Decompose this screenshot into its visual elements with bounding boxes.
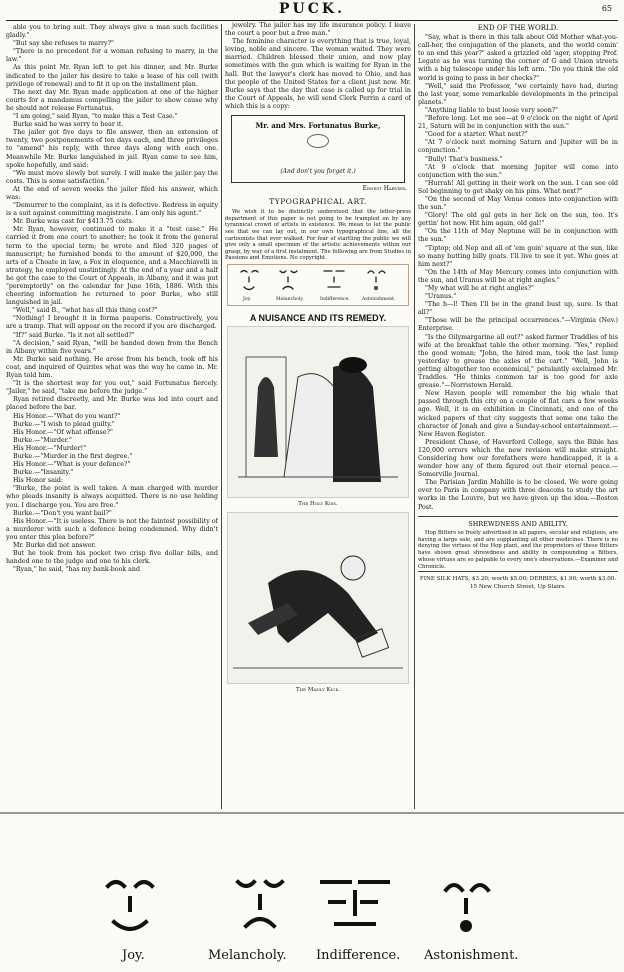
column-rule	[414, 24, 415, 809]
col1-paragraph: "A decision," said Ryan, "will be handed down from the Bench in Albany within five years."	[6, 339, 218, 355]
col3-paragraph: "Bully! That's business."	[425, 155, 503, 163]
col3-paragraph: "Before long. Let me see—at 9 o'clock on the night of April 21, Saturn will be in conjunction with the sun."	[418, 115, 618, 131]
column-2	[225, 22, 411, 812]
col1-paragraph: "But say she refuses to marry?"	[13, 40, 114, 48]
col1-paragraph: "Well," said B., "what has all this thing cost?"	[13, 307, 158, 315]
col1-paragraph: "There is no precedent for a woman refusing to marry, in the law."	[6, 48, 218, 64]
col3-paragraph: "Glory! The old gal gets in her lick on the sun, too. It's gettin' hot now. Hit him again, old gal!"	[418, 212, 618, 228]
column-3	[418, 24, 618, 814]
col1-paragraph: His Honor.—"What is your defence?"	[13, 461, 131, 469]
column-1	[6, 24, 218, 814]
col3-paragraph: "On the 11th of May Neptune will be in conjunction with the sun."	[418, 228, 618, 244]
col1-paragraph: His Honor.—"What do you want?"	[13, 412, 121, 420]
col1-paragraph: Burke.—"Don't you want bail?"	[13, 509, 112, 517]
calling-card	[231, 115, 405, 183]
col1-paragraph: As this point Mr. Ryan left to get his dinner, and Mr. Burke indicated to the jailer his desire to take a lease of his cell (with privilege of renewal) and to fit it up on the installment plan.	[6, 64, 218, 88]
col3-paragraph: "Those will be the principal occurrences."—Virginia (Nev.) Enterprise.	[418, 317, 618, 333]
enlarged-faces-figure	[60, 868, 520, 968]
face-label-melancholy: Melancholy.	[208, 948, 287, 963]
col1-paragraph: Burke.—"Insanity."	[13, 469, 74, 477]
col1-paragraph: "Ryan," he said, "has my bank-book and	[13, 566, 141, 574]
col3-paragraph: "At 9 o'clock that morning Jupiter will come into conjunction with the sun."	[418, 163, 618, 179]
small-face-label-astonishment: Astonishment.	[362, 296, 396, 302]
col1-paragraph: "It is the shortest way for you out," said Fortunatus fiercely. "Jailer," he said, "take me before the judge."	[6, 380, 218, 396]
small-faces-figure	[228, 265, 410, 305]
card-seal	[307, 134, 329, 148]
face-label-indifference: Indifference.	[316, 948, 401, 963]
column-rule	[221, 24, 222, 809]
col1-paragraph: His Honor.—"It is useless. There is not the faintest possibility of a murderer with such a defence being condemned. Why didn't you enter this plea before?"	[6, 517, 218, 541]
typographical-art-text: We wish it to be distinctly understood that the letter-press department of this paper is not going to be trampled on by any tyrannical crowd of artists in existence. We mean to let the public see that we can lay out, in our own typographical line, all the cartoonists that ever walked. For fear of startling the public we will give only a small specimen of the artistic achievements within our grasp, by way of a first instalment. The following are from Studies in Passions and Emotions. No copyright.	[225, 209, 411, 262]
col3-paragraph: "Good for a starter. What next?"	[425, 131, 528, 139]
hat-advertisement: FINE SILK HATS, $3.20; worth $5.00; DERBIES, $1.90; worth $3.00. 15 New Church Street, Up Stairs.	[419, 575, 617, 590]
col1-paragraph: Mr. Burke did not answer.	[13, 542, 96, 549]
col1-paragraph: Ryan retired discreetly, and Mr. Burke was led into court and placed before the bar.	[6, 396, 218, 412]
col1-paragraph: Burke said he was sorry to hear it.	[13, 121, 124, 129]
nuisance-heading: A NUISANCE AND ITS REMEDY.	[249, 312, 387, 323]
article-signature: Ernest Harvier.	[362, 185, 407, 193]
col1-paragraph: "If?" said Burke. "Is it not all settled?"	[13, 331, 135, 339]
page-title: PUCK.	[279, 1, 345, 17]
masthead	[6, 0, 618, 21]
col1-paragraph: His Honor.—"Murder!"	[13, 444, 87, 452]
col2_top-paragraph: jewelry. The jailer has my life insurance policy. I leave the court a poor but a free man."	[225, 22, 411, 38]
col3-paragraph: "Uranus."	[425, 293, 457, 301]
col3-paragraph: "Is the Oilymargarine all out?" asked farmer Traddles of his wife at the breakfast table the other morning. "Yes," replied the good woman; "John, the hired man, took the last lump yesterday to grease the axles of the cart." "Well, John is getting altogether too economical," petulantly exclaimed Mr. Traddles. "He thinks common tar is too good for axle grease."—Norristown Herald.	[418, 333, 618, 390]
col3-paragraph: New Haven people will remember the big whale that passed through this city on a couple of flat cars a few weeks ago. Well, it is on exhibition in Cincinnati, and one of the wicked papers of that city suggests that some one take the character of Jonah and give a Sunday-school entertainment.—New Haven Register.	[418, 390, 618, 438]
end-of-world-heading: END OF THE WORLD.	[477, 24, 559, 32]
col3-paragraph: "Say, what is there in this talk about Old Mother what-you-call-her, the conjugation of the planets, and the world comin' to an end this year?" asked a grizzled old 'ager, stopping Prof. Legate as he was turning the corner of G and Union streets with a big telescope under his left arm. "Do you think the old world is going to pass in her checks?"	[418, 34, 618, 82]
manly-kick-illustration	[227, 512, 409, 684]
col3-paragraph: "On the 14th of May Mercury comes into conjunction with the sun, and Uranus will be at right angles."	[418, 268, 618, 284]
card-name: Mr. and Mrs. Fortunatus Burke,	[255, 121, 381, 131]
col1-paragraph: The jailer got five days to file answer, then an extension of twenty, two postponements of ten days each, and three privileges to "amend" his reply, with three days along with each one. Meanwhile Mr. Burke languished in jail. Ryan came to see him, spoke hopefully, and said:	[6, 129, 218, 169]
small-face-label-indifference: Indifference.	[320, 296, 350, 302]
col3-paragraph: "Tiptop; old Nep and all of 'em goin' square at the sun, like so many butting billy goats. I'll live to see it yet. Who goes at him next?"	[418, 244, 618, 268]
col1-paragraph: "Demurrer to the complaint, as it is defective. Redress in equity is a suit against committing magistrate. I am only his agent."	[6, 202, 218, 218]
col1-paragraph: "Burke, the point is well taken. A man charged with murder who pleads insanity is always acquitted. There is no use holding you. I discharge you. You are free."	[6, 485, 218, 509]
col1-paragraph: But he took from his pocket two crisp five dollar bills, and handed one to the judge and one to his clerk.	[6, 550, 218, 566]
col3-paragraph: "Anything liable to bust loose very soon?"	[425, 106, 559, 114]
col1-paragraph: Mr. Burke was cast for $413.75 costs.	[13, 218, 134, 226]
col1-paragraph: Burke.—"I wish to plead guilty."	[13, 420, 115, 428]
small-face-label-joy: Joy.	[243, 296, 252, 302]
small-face-label-melancholy: Melancholy.	[276, 296, 304, 302]
col3-paragraph: "At 7 o'clock next morning Saturn and Jupiter will be in conjunction."	[418, 139, 618, 155]
col3-paragraph: "Well," said the Professor, "we certainly have had, during the last year, some remarkable developments in the principal planets."	[418, 82, 618, 106]
page-bottom-rule	[0, 812, 624, 814]
col1-paragraph: Mr. Burke said nothing. He arose from his bench, took off his coat, and inquired of Quirites what was the way he came in. Mr. Ryan told him.	[6, 355, 218, 380]
col1-paragraph: The next day Mr. Ryan made application at one of the higher courts for a mandamus compelling the jailer to show cause why he should not release Fortunatus.	[6, 88, 218, 112]
small-faces-box	[227, 264, 409, 306]
col1-paragraph: Burke.—"Murder."	[13, 436, 72, 444]
col1-paragraph: able you to bring suit. They always give a man such facilities gladly."	[6, 24, 218, 40]
col1-paragraph: "Nothing! I brought it in forma pauperis. Constructively, you are a tramp. That will appear on the record if you are discharged.	[6, 315, 218, 331]
newspaper-page	[6, 0, 618, 810]
col2_top-paragraph: The feminine character is everything that is true, loyal, loving, noble and sincere. The woman waited. They were married. Children blessed their union, and now play sometimes with the gun which is waiting for Ryan in the hall. But the lawyer's clerk has moved to Ohio, and has the people of the United States for a client just now. Mr. Burke says that the day that case is called up for trial in the Court of Appeals, he will send Clerk Perrin a card of which this is a copy:	[225, 38, 411, 110]
col1-paragraph: Mr. Ryan, however, continued to make it a "test case." He carried it from one court to another; he took it from the general term to the special term; he wrote and filed 320 pages of manuscript; he furnished bonds to the amount of $20,000, the arts of a Choate in law, a Fox in eloquence, and a Macchiavelli in strategy, he employed unstintingly. At the end of a year and a half he got the case to the Court of Appeals, in Albany, and it was put "peremptorily" on the calendar for June 16th, 1886. With this cheering information he returned to poor Burke, who still languished in jail.	[6, 226, 218, 307]
col3-paragraph: President Chase, of Haverford College, says the Bible has 120,000 errors which the new revision will make straight. Considering how our forefathers were handicapped, it is a wonder how any of them figured out their eternal peace.—Somerville Journal.	[418, 438, 618, 479]
col1-paragraph: His Honor.—"Of what offense?"	[13, 428, 113, 436]
col3-paragraph: "Hurrah! All getting in their work on the sun. I can see old Sol beginning to get shaky on his pins. What next?"	[418, 179, 618, 195]
shrewdness-text: Hop Bitters so freely advertised in all papers, secular and religious, are having a large sale, and are supplanting all other medicines. There is no denying the virtues of the Hop plant, and the proprietors of these Bitters have shown great shrewdness and ability in compounding a Bitters, whose virtues are so palpable to every one's observations.—Examiner and Chronicle.	[418, 529, 618, 570]
col1-paragraph: "We must move slowly but surely. I will make the jailer pay the costs. This is some satisfaction."	[6, 169, 218, 185]
col3-paragraph: "The h—l! Then I'll be in the grand bust up, sure. Is that all?"	[418, 301, 618, 317]
face-label-joy: Joy.	[122, 948, 145, 963]
col3-paragraph: "My what will be at right angles?"	[425, 285, 534, 292]
holy-kiss-illustration	[227, 326, 409, 498]
col1-paragraph: His Honor said:	[13, 477, 64, 485]
col1-paragraph: Burke.—"Murder in the first degree."	[13, 452, 133, 460]
col3-paragraph: The Parisian Jardin Mabille is to be closed. We were going over to Paris in company with three deacons to study the art works in the Louvre, but we have given up the idea.—Boston Post.	[418, 479, 618, 511]
shrewdness-box	[418, 516, 618, 572]
card-tagline: (And don't you forget it.)	[280, 167, 356, 175]
col3-paragraph: "On the second of May Venus comes into conjunction with the sun."	[418, 195, 618, 212]
caption-manly-kick: The Manly Kick.	[295, 687, 341, 694]
shrewdness-heading: SHREWDNESS AND ABILITY.	[468, 519, 568, 528]
col1-paragraph: "I am going," said Ryan, "to make this a Test Case."	[13, 113, 178, 121]
face-label-astonishment: Astonishment.	[424, 948, 519, 963]
col1-paragraph: At the end of seven weeks the jailer filed his answer, which was:	[6, 185, 218, 201]
page-number: 65	[601, 4, 612, 13]
typographical-art-heading: TYPOGRAPHICAL ART.	[269, 197, 367, 207]
caption-holy-kiss: The Holy Kiss.	[298, 501, 338, 508]
